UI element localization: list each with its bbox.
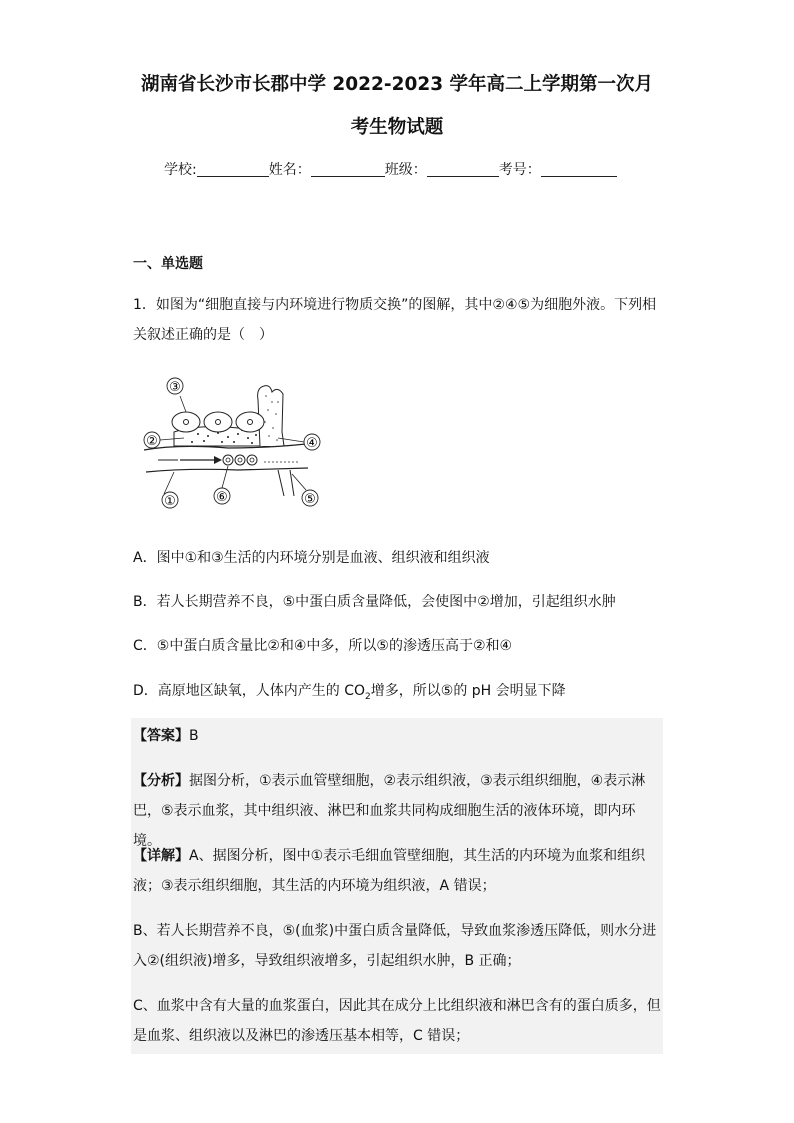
analysis-text: 据图分析，①表示血管壁细胞，②表示组织液，③表示组织细胞，④表示淋巴，⑤表示血浆，其中组织液、淋巴和血浆共同构成细胞生活的液体环境，即内环境。 [133, 773, 646, 849]
option-b: B．若人长期营养不良，⑤中蛋白质含量降低，会使图中②增加，引起组织水肿 [133, 594, 616, 610]
name-label: 姓名： [268, 162, 311, 178]
answer-value: B [189, 728, 199, 744]
label-5: ⑤ [304, 492, 316, 507]
tissue-diagram [138, 372, 330, 510]
class-blank[interactable] [427, 162, 499, 177]
page-title-line-2: 考生物试题 [350, 117, 444, 138]
label-1: ① [164, 494, 176, 509]
exam-number-blank[interactable] [541, 162, 617, 177]
page-title-line-1: 湖南省长沙市长郡中学 2022-2023 学年高二上学期第一次月 [140, 74, 654, 95]
detail-paragraph-a [133, 841, 663, 901]
label-3: ③ [169, 380, 181, 395]
analysis-label: 【分析】 [133, 773, 189, 789]
label-4: ④ [306, 436, 318, 451]
detail-paragraph-c: C、血浆中含有大量的血浆蛋白，因此其在成分上比组织液和淋巴含有的蛋白质多，但是血浆、组织液以及淋巴的渗透压基本相等，C 错误； [133, 998, 661, 1044]
option-d-suffix: 增多，所以⑤的 pH 会明显下降 [370, 683, 566, 699]
option-d-subscript: 2 [365, 691, 371, 702]
option-d-prefix: D．高原地区缺氧，人体内产生的 CO [133, 683, 366, 699]
name-blank[interactable] [311, 162, 385, 177]
label-6: ⑥ [216, 490, 228, 505]
capillary [144, 444, 308, 496]
section-heading: 一、单选题 [133, 256, 203, 272]
option-d [133, 680, 566, 702]
detail-label: 【详解】 [133, 848, 189, 864]
option-c: C．⑤中蛋白质含量比②和④中多，所以⑤的渗透压高于②和④ [133, 638, 513, 654]
answer-label: 【答案】 [133, 728, 189, 744]
tissue-cells [172, 412, 264, 432]
label-2: ② [146, 434, 158, 449]
class-label: 班级： [384, 162, 427, 178]
school-blank[interactable] [197, 162, 269, 177]
detail-paragraph-b: B、若人长期营养不良，⑤(血浆)中蛋白质含量降低，导致血浆渗透压降低，则水分进入②(组织液)增多，导致组织液增多，引起组织水肿，B 正确； [133, 923, 657, 969]
school-label: 学校: [164, 162, 197, 178]
option-a: A．图中①和③生活的内环境分别是血液、组织液和组织液 [133, 550, 490, 566]
answer-line [133, 721, 663, 751]
question-stem: 1．如图为“细胞直接与内环境进行物质交换”的图解，其中②④⑤为细胞外液。下列相关叙述正确的是（ ） [133, 297, 657, 343]
student-info-row [164, 159, 617, 179]
detail-a-text: A、据图分析，图中①表示毛细血管壁细胞，其生活的内环境为血浆和组织液；③表示组织细胞，其生活的内环境为组织液，A 错误； [133, 848, 646, 894]
exam-number-label: 考号： [498, 162, 541, 178]
